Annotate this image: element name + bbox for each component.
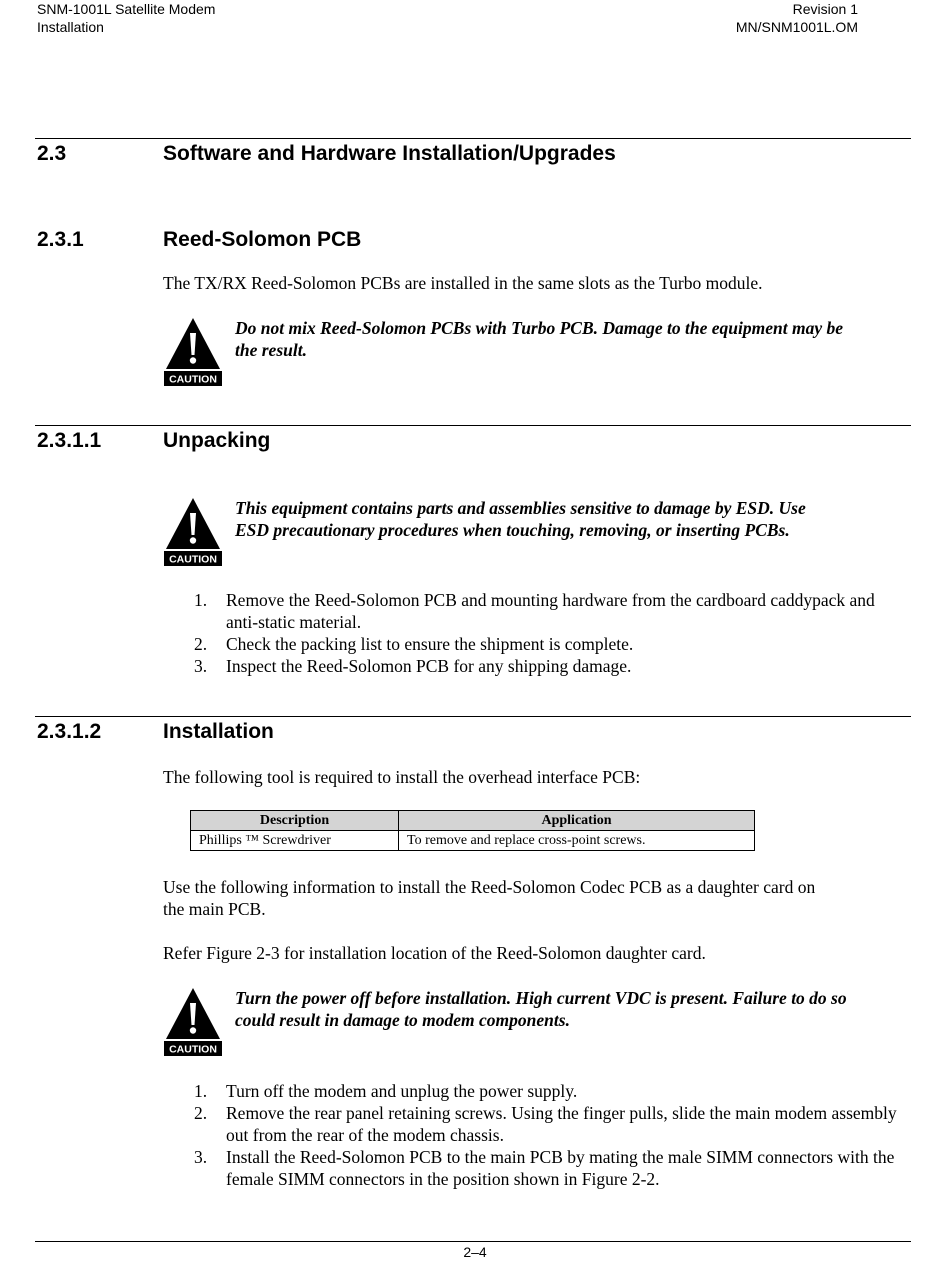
- caution-triangle-icon: [164, 987, 222, 1057]
- section-number: 2.3.1: [37, 228, 84, 251]
- section-number: 2.3.1.1: [37, 429, 102, 452]
- section-divider: [35, 716, 911, 717]
- section-divider: [35, 425, 911, 426]
- section-divider: [35, 138, 911, 139]
- table-row: [191, 831, 755, 851]
- section-number: 2.3.1.2: [37, 720, 102, 743]
- step-text: Check the packing list to ensure the shipment is complete.: [226, 634, 634, 654]
- footer-divider: [35, 1241, 911, 1242]
- step-text: Remove the Reed-Solomon PCB and mounting hardware from the cardboard caddypack and anti-static material.: [226, 590, 875, 632]
- unpacking-steps: [163, 589, 903, 677]
- header-chapter: Installation: [37, 19, 104, 35]
- section-title: Unpacking: [163, 429, 271, 452]
- caution-text: This equipment contains parts and assemblies sensitive to damage by ESD. Use ESD precautionary procedures when touching, removing, or inserting PCBs.: [235, 498, 806, 540]
- caution-text: Do not mix Reed-Solomon PCBs with Turbo PCB. Damage to the equipment may be the result.: [235, 318, 843, 360]
- step-text: Remove the rear panel retaining screws. Using the finger pulls, slide the main modem assembly out from the rear of the modem chassis.: [226, 1103, 897, 1145]
- header-left: [37, 0, 215, 36]
- header-right: [736, 0, 858, 36]
- section-number: 2.3: [37, 142, 67, 165]
- step-text: Install the Reed-Solomon PCB to the main PCB by mating the male SIMM connectors with the female SIMM connectors in the position shown in Figure 2-2.: [226, 1147, 895, 1189]
- header-revision: Revision 1: [792, 1, 858, 17]
- list-item: [163, 589, 903, 633]
- page-number: 2–4: [463, 1244, 487, 1260]
- tool-table: [190, 810, 755, 851]
- step-text: Inspect the Reed-Solomon PCB for any shipping damage.: [226, 656, 632, 676]
- list-item: [163, 655, 903, 677]
- list-item: [163, 1102, 903, 1146]
- installation-steps: [163, 1080, 903, 1190]
- caution-label: CAUTION: [169, 1043, 217, 1056]
- caution-triangle-icon: [164, 317, 222, 387]
- paragraph: The TX/RX Reed-Solomon PCBs are installed in the same slots as the Turbo module.: [163, 273, 763, 293]
- table-cell: Phillips ™ Screwdriver: [191, 831, 399, 851]
- step-number: 3.: [194, 1147, 208, 1167]
- section-title: Installation: [163, 720, 274, 743]
- caution-triangle-icon: [164, 497, 222, 567]
- step-number: 3.: [194, 656, 208, 676]
- step-number: 2.: [194, 634, 208, 654]
- caution-text: Turn the power off before installation. High current VDC is present. Failure to do so could result in damage to modem components.: [235, 988, 847, 1030]
- step-number: 1.: [194, 590, 208, 610]
- paragraph: Use the following information to install the Reed-Solomon Codec PCB as a daughter card on the main PCB.: [163, 877, 816, 919]
- paragraph: The following tool is required to install the overhead interface PCB:: [163, 767, 641, 787]
- step-number: 2.: [194, 1103, 208, 1123]
- column-header: Application: [399, 811, 755, 831]
- header-doc-number: MN/SNM1001L.OM: [735, 19, 858, 35]
- step-text: Turn off the modem and unplug the power supply.: [226, 1081, 578, 1101]
- step-number: 1.: [194, 1081, 208, 1101]
- list-item: [163, 1146, 903, 1190]
- paragraph: Refer Figure 2-3 for installation location of the Reed-Solomon daughter card.: [163, 943, 706, 963]
- table-header-row: [191, 811, 755, 831]
- list-item: [163, 633, 903, 655]
- list-item: [163, 1080, 903, 1102]
- caution-label: CAUTION: [169, 373, 217, 386]
- column-header: Description: [191, 811, 399, 831]
- caution-label: CAUTION: [169, 553, 217, 566]
- section-title: Software and Hardware Installation/Upgrades: [163, 142, 616, 165]
- table-cell: To remove and replace cross-point screws.: [399, 831, 755, 851]
- header-doc-title: SNM-1001L Satellite Modem: [37, 1, 216, 17]
- section-title: Reed-Solomon PCB: [163, 228, 362, 251]
